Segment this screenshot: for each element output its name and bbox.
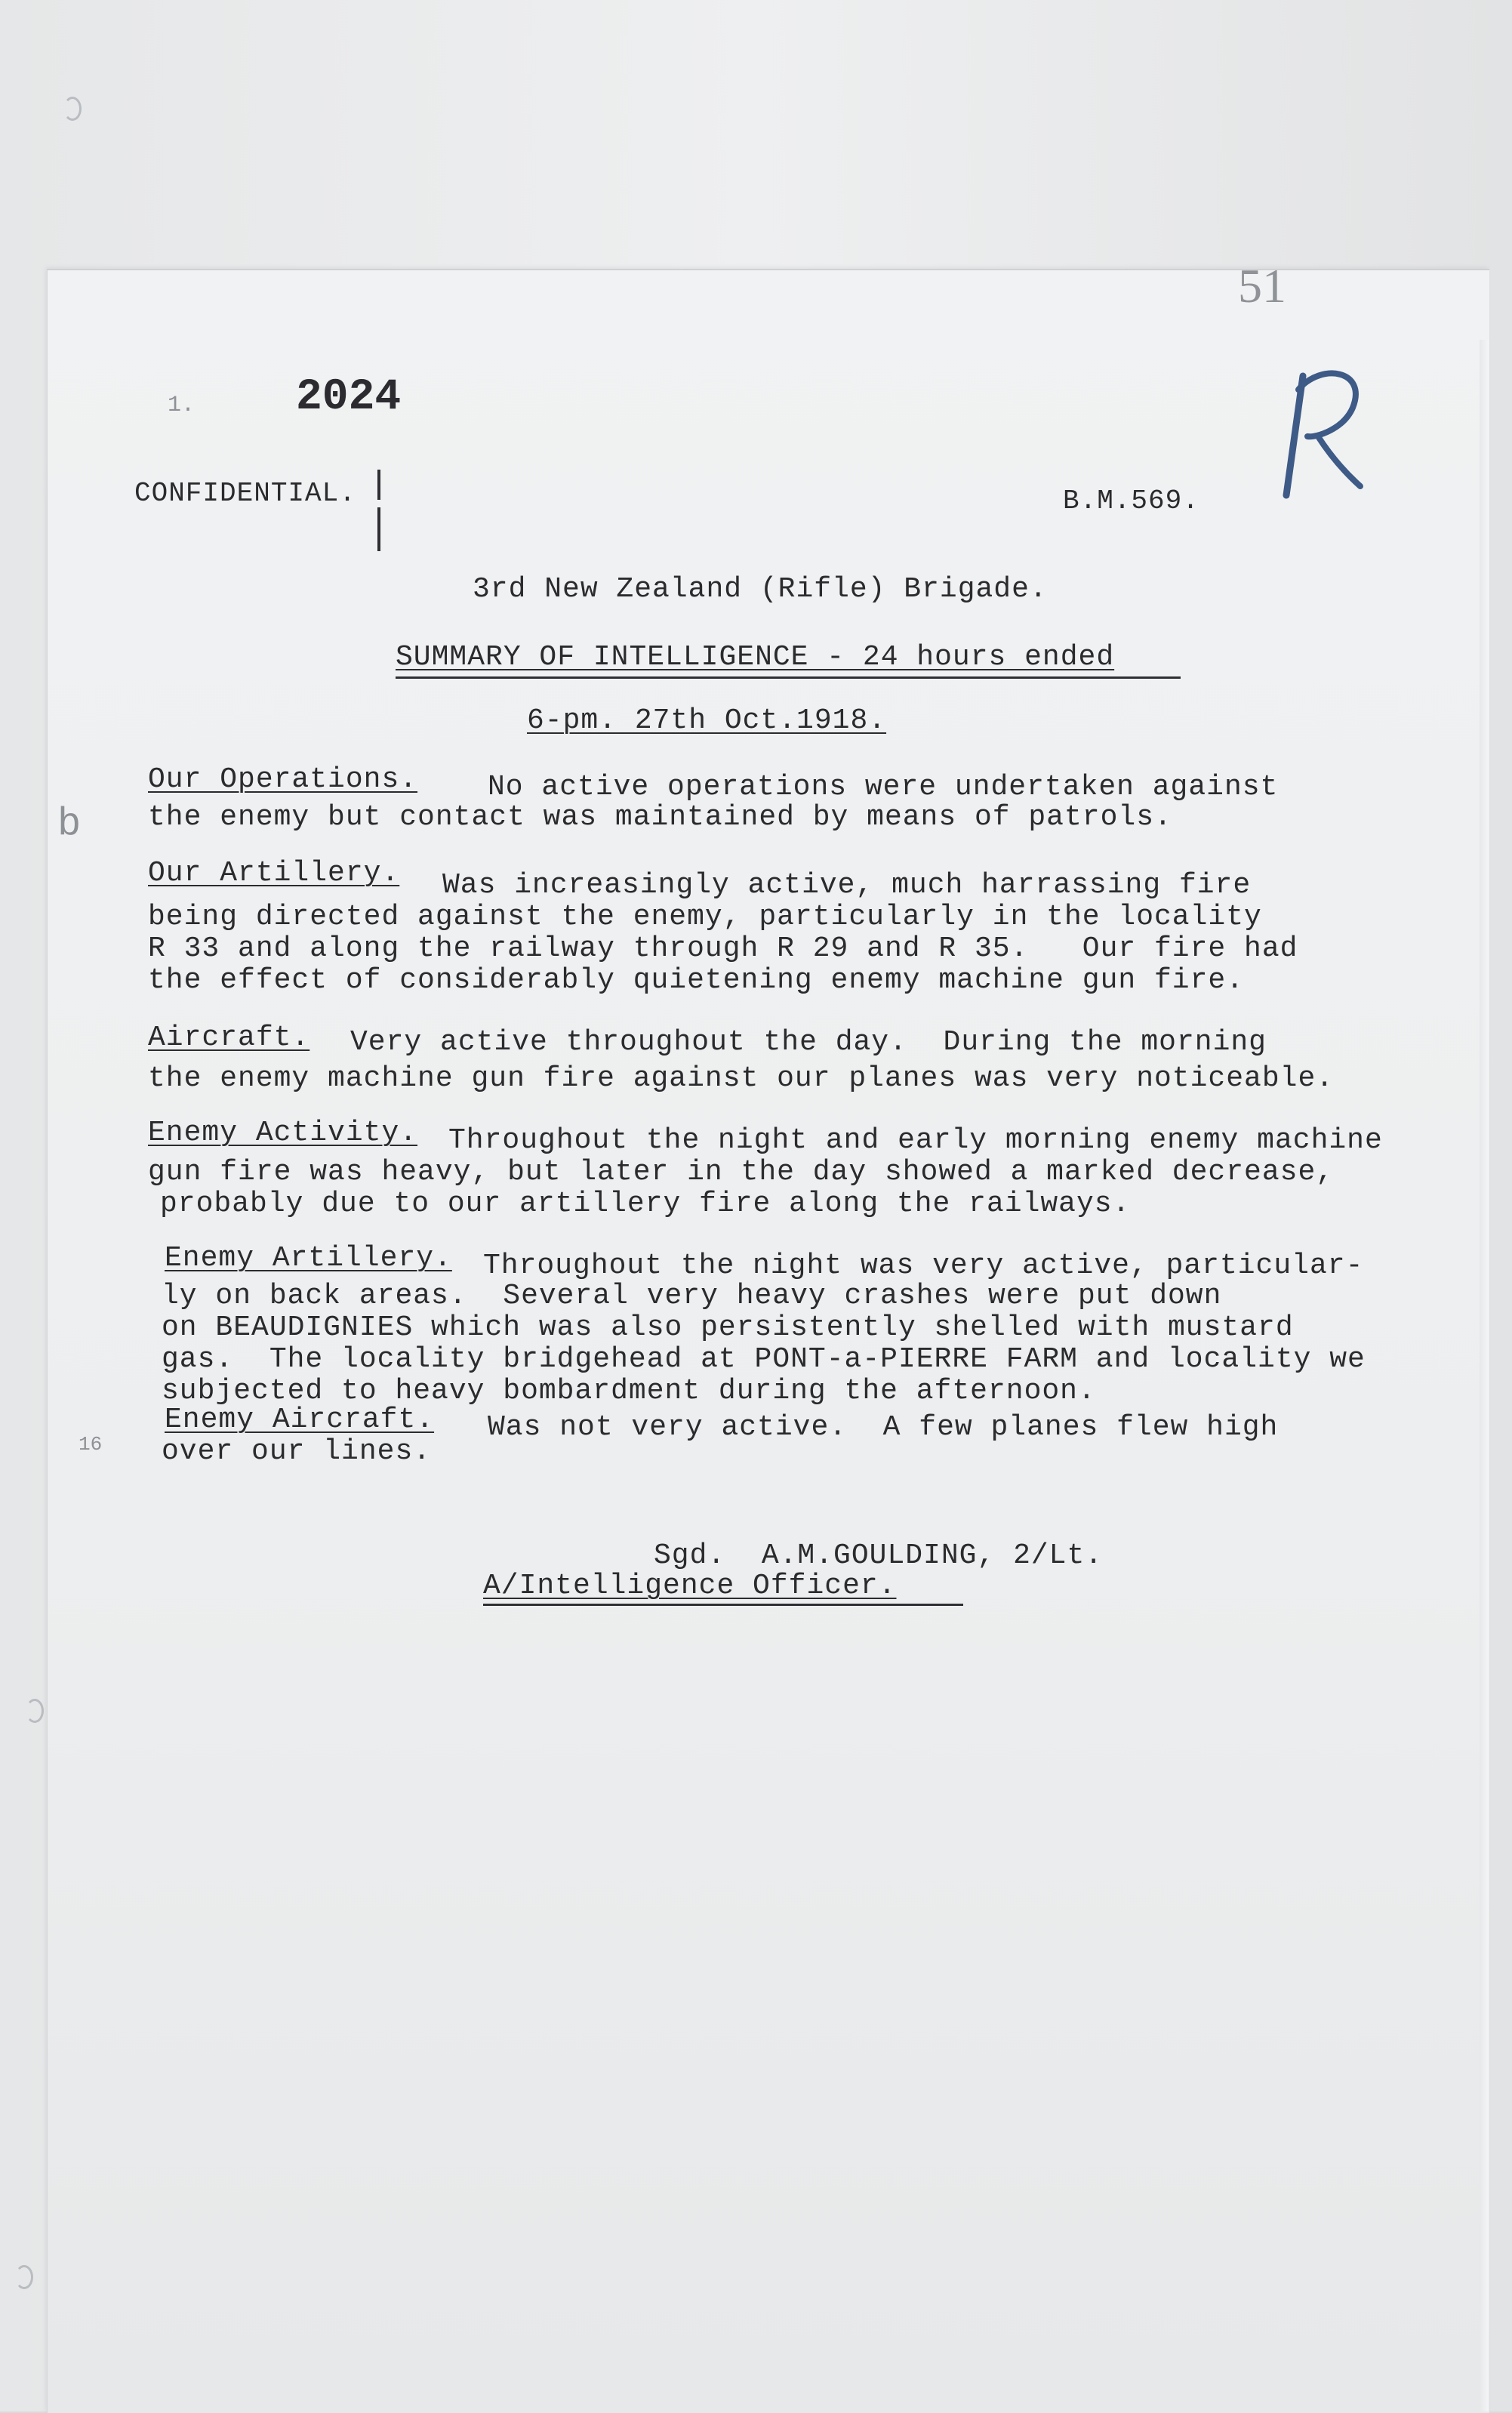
signature-rule bbox=[483, 1604, 963, 1606]
aircraft-heading: Aircraft. bbox=[148, 1022, 310, 1054]
enemy-artillery-line: gas. The locality bridgehead at PONT-a-PIERRE FARM and locality we bbox=[162, 1343, 1366, 1376]
document-number: 2024 bbox=[296, 373, 402, 422]
margin-mark-1: 1. bbox=[168, 393, 196, 418]
enemy-artillery-line: subjected to heavy bombardment during the afternoon. bbox=[162, 1375, 1096, 1407]
margin-mark-16: 16 bbox=[79, 1433, 103, 1456]
enemy-activity-line: gun fire was heavy, but later in the day showed a marked decrease, bbox=[148, 1156, 1335, 1188]
reference-number: B.M.569. bbox=[1063, 485, 1199, 516]
enemy-aircraft-heading: Enemy Aircraft. bbox=[165, 1404, 435, 1436]
aircraft-line: Very active throughout the day. During the morning bbox=[350, 1026, 1267, 1059]
classification-bracket bbox=[377, 470, 380, 551]
artillery-line: being directed against the enemy, particularly in the locality bbox=[148, 901, 1262, 933]
artillery-line: the effect of considerably quietening enemy machine gun fire. bbox=[148, 964, 1245, 997]
operations-line: No active operations were undertaken against bbox=[488, 771, 1279, 803]
enemy-activity-heading: Enemy Activity. bbox=[148, 1117, 418, 1149]
punch-hole bbox=[63, 97, 82, 121]
folio-number: 51 bbox=[1238, 259, 1286, 313]
classification: CONFIDENTIAL. bbox=[134, 478, 356, 509]
enemy-artillery-heading: Enemy Artillery. bbox=[165, 1242, 452, 1274]
margin-mark-b: b bbox=[57, 802, 82, 846]
enemy-activity-line: probably due to our artillery fire along the railways. bbox=[160, 1188, 1131, 1220]
summary-title: SUMMARY OF INTELLIGENCE - 24 hours ended bbox=[396, 641, 1115, 673]
punch-hole bbox=[15, 2265, 33, 2289]
artillery-line: Was increasingly active, much harrassing fire bbox=[442, 869, 1252, 901]
operations-line: the enemy but contact was maintained by means of patrols. bbox=[148, 801, 1172, 834]
signature-name: Sgd. A.M.GOULDING, 2/Lt. bbox=[654, 1539, 1104, 1572]
aircraft-line: the enemy machine gun fire against our planes was very noticeable. bbox=[148, 1062, 1335, 1095]
enemy-aircraft-line: Was not very active. A few planes flew high bbox=[488, 1411, 1279, 1444]
artillery-heading: Our Artillery. bbox=[148, 857, 400, 889]
header-mark-text: R bbox=[1268, 359, 1269, 360]
signature-title: A/Intelligence Officer. bbox=[483, 1570, 897, 1602]
handwritten-r-mark bbox=[1268, 359, 1374, 510]
enemy-artillery-line: on BEAUDIGNIES which was also persistently shelled with mustard bbox=[162, 1311, 1294, 1344]
title-rule bbox=[396, 676, 1181, 679]
operations-heading: Our Operations. bbox=[148, 763, 418, 796]
enemy-artillery-line: ly on back areas. Several very heavy crashes were put down bbox=[162, 1280, 1222, 1312]
enemy-artillery-line: Throughout the night was very active, particular- bbox=[483, 1250, 1364, 1282]
enemy-aircraft-line: over our lines. bbox=[162, 1435, 432, 1468]
page-edge bbox=[1480, 340, 1489, 2411]
enemy-activity-line: Throughout the night and early morning enemy machine bbox=[448, 1124, 1383, 1157]
report-date: 6-pm. 27th Oct.1918. bbox=[527, 704, 887, 737]
artillery-line: R 33 and along the railway through R 29 and R 35. Our fire had bbox=[148, 932, 1298, 965]
unit-title: 3rd New Zealand (Rifle) Brigade. bbox=[473, 573, 1048, 606]
punch-hole bbox=[26, 1699, 44, 1723]
